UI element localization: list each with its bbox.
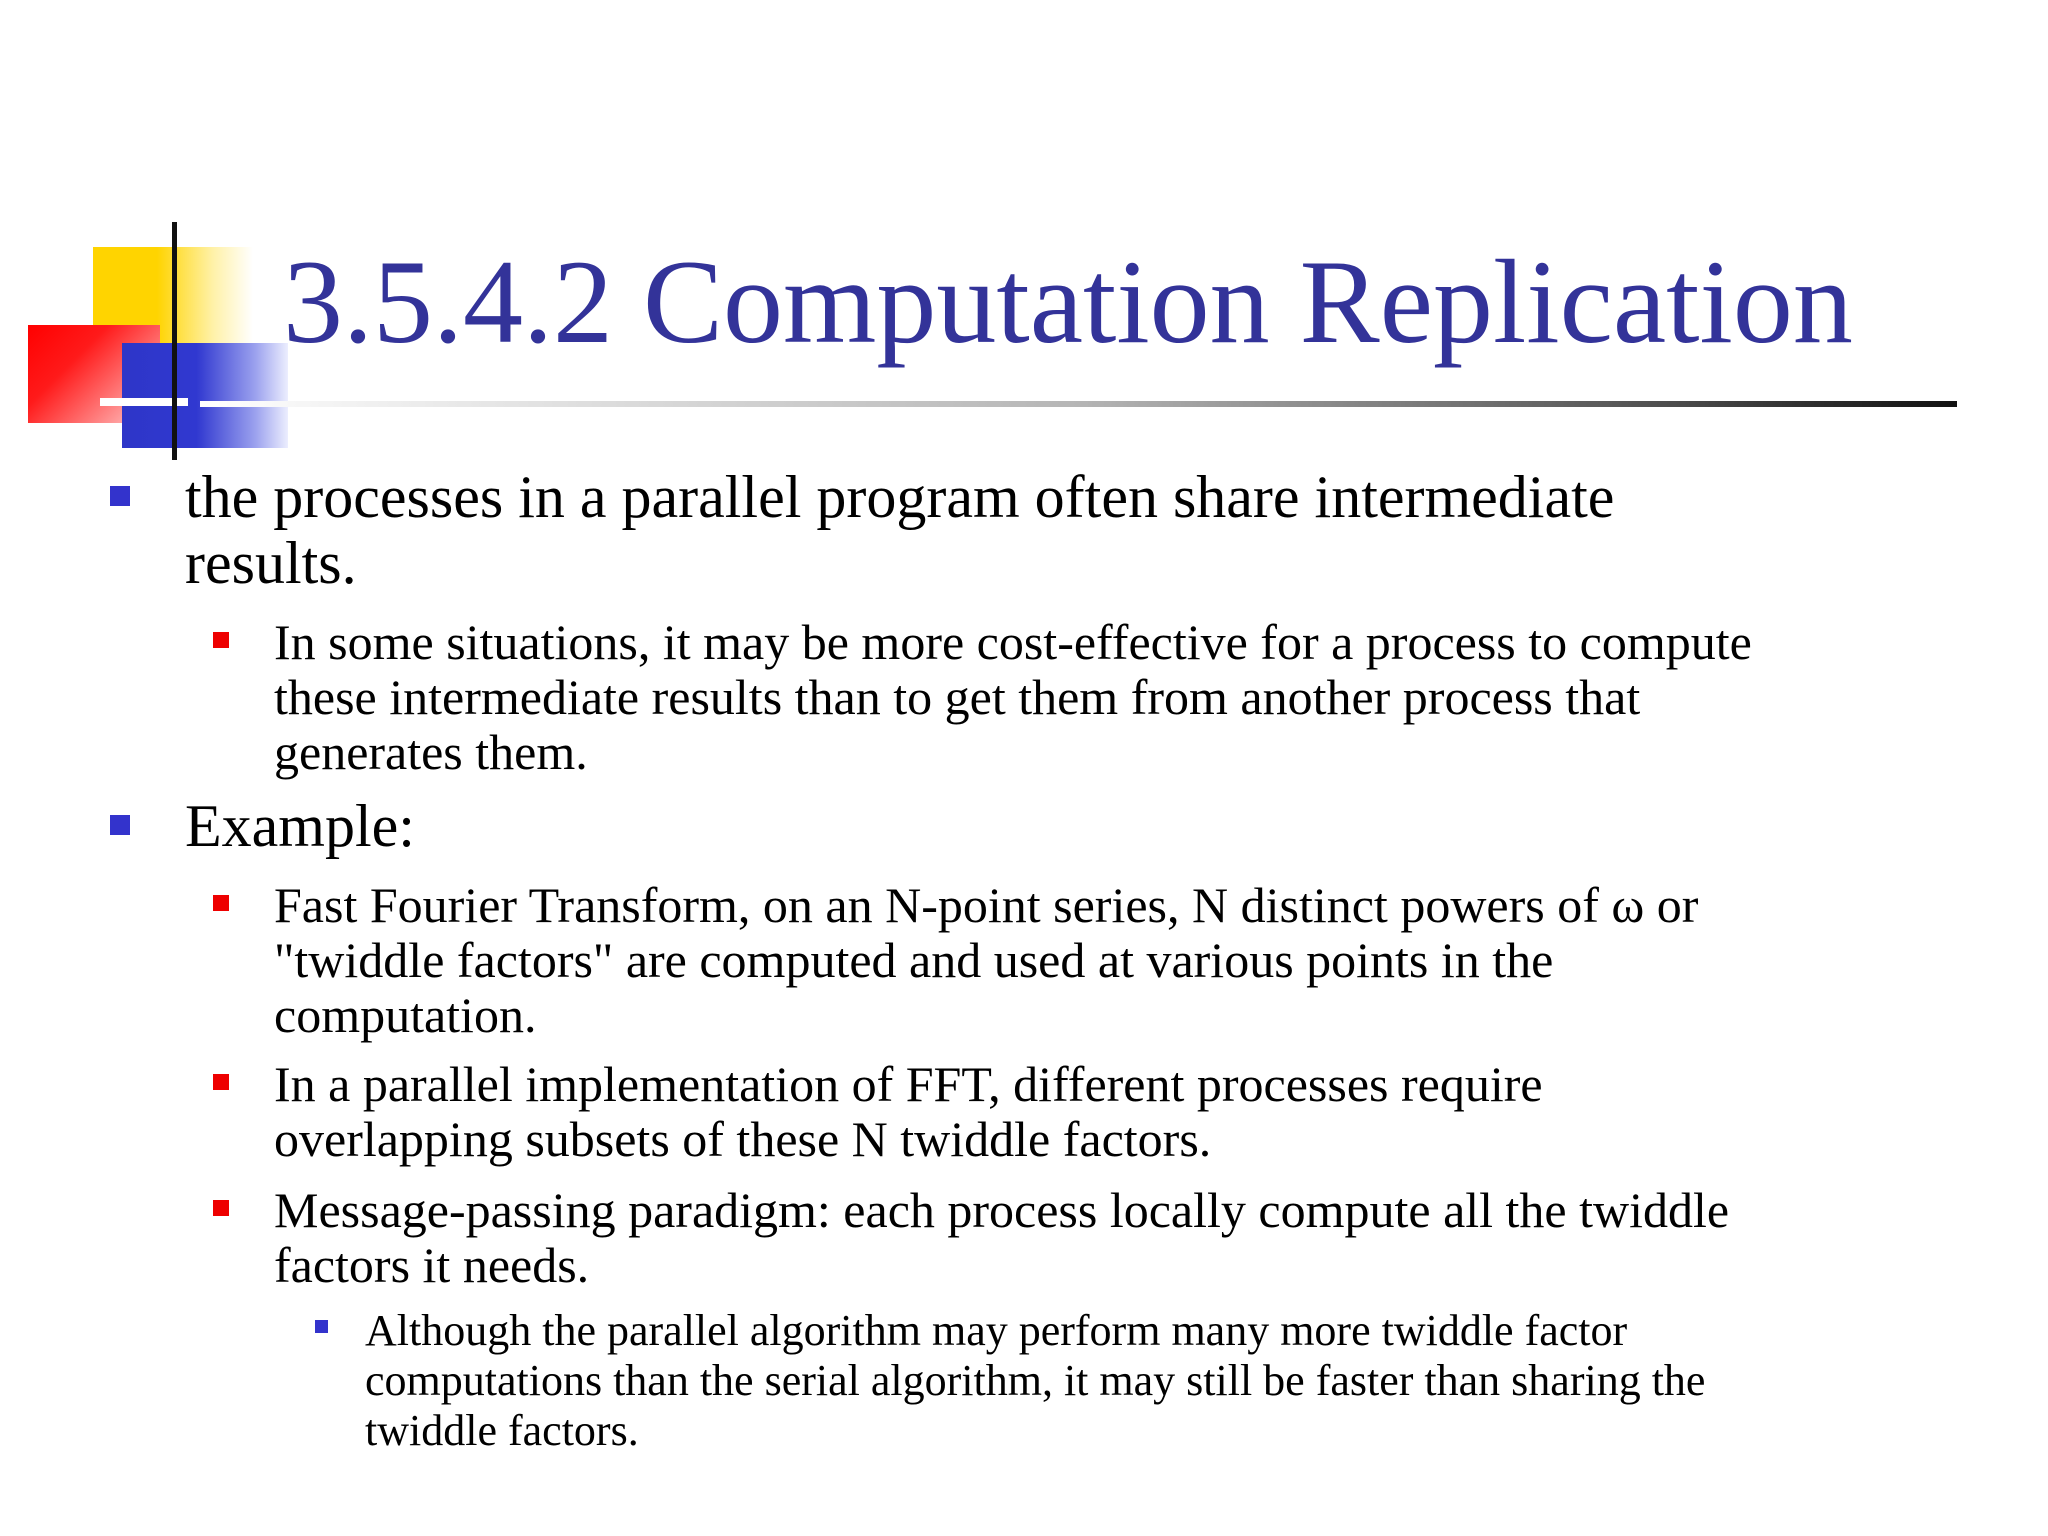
bullet-text-line: results. xyxy=(185,530,357,596)
slide-title: 3.5.4.2 Computation Replication xyxy=(283,235,1853,368)
bullet-text-line: these intermediate results than to get them from another process that xyxy=(274,669,1641,725)
bullet-text-line: "twiddle factors" are computed and used at various points in the xyxy=(274,932,1554,988)
bullet-item-example xyxy=(185,793,415,859)
bullet-text-line: Although the parallel algorithm may perform many more twiddle factor xyxy=(365,1306,1628,1355)
slide-logo-decoration xyxy=(0,0,300,470)
bullet-text-line: twiddle factors. xyxy=(365,1406,639,1455)
bullet-text-line: factors it needs. xyxy=(274,1237,590,1293)
bullet-item-processes-share xyxy=(185,464,1614,596)
bullet-text-line: overlapping subsets of these N twiddle factors. xyxy=(274,1111,1212,1167)
sub-bullet-item-cost-effective xyxy=(274,615,1752,780)
sub-bullet-item-fft xyxy=(274,878,1698,1043)
bullet-text-line: computations than the serial algorithm, it may still be faster than sharing the xyxy=(365,1356,1706,1405)
bullet-text-line: Message-passing paradigm: each process locally compute all the twiddle xyxy=(274,1182,1730,1238)
blue-square-bullet-icon xyxy=(110,815,130,835)
sub-bullet-item-message-passing xyxy=(274,1183,1729,1293)
bullet-text-line: the processes in a parallel program often share intermediate xyxy=(185,464,1615,530)
bullet-text-line: computation. xyxy=(274,987,537,1043)
bullet-text-line: generates them. xyxy=(274,724,588,780)
sub-sub-bullet-item-although xyxy=(365,1306,1705,1456)
title-underline xyxy=(200,401,1957,407)
blue-square-bullet-icon xyxy=(110,486,130,506)
red-square-bullet-icon xyxy=(213,895,229,911)
red-square-bullet-icon xyxy=(213,1200,229,1216)
bullet-text-line: In a parallel implementation of FFT, different processes require xyxy=(274,1056,1543,1112)
sub-bullet-item-parallel-fft xyxy=(274,1057,1543,1167)
bullet-text-line: Fast Fourier Transform, on an N-point series, N distinct powers of ω or xyxy=(274,877,1699,933)
red-square-bullet-icon xyxy=(213,632,229,648)
bullet-text-line: In some situations, it may be more cost-effective for a process to compute xyxy=(274,614,1752,670)
logo-vertical-line xyxy=(172,222,177,460)
red-square-bullet-icon xyxy=(213,1074,229,1090)
bullet-text-line: Example: xyxy=(185,793,415,859)
blue-square-bullet-icon xyxy=(315,1320,328,1333)
logo-blue-square xyxy=(122,343,288,448)
